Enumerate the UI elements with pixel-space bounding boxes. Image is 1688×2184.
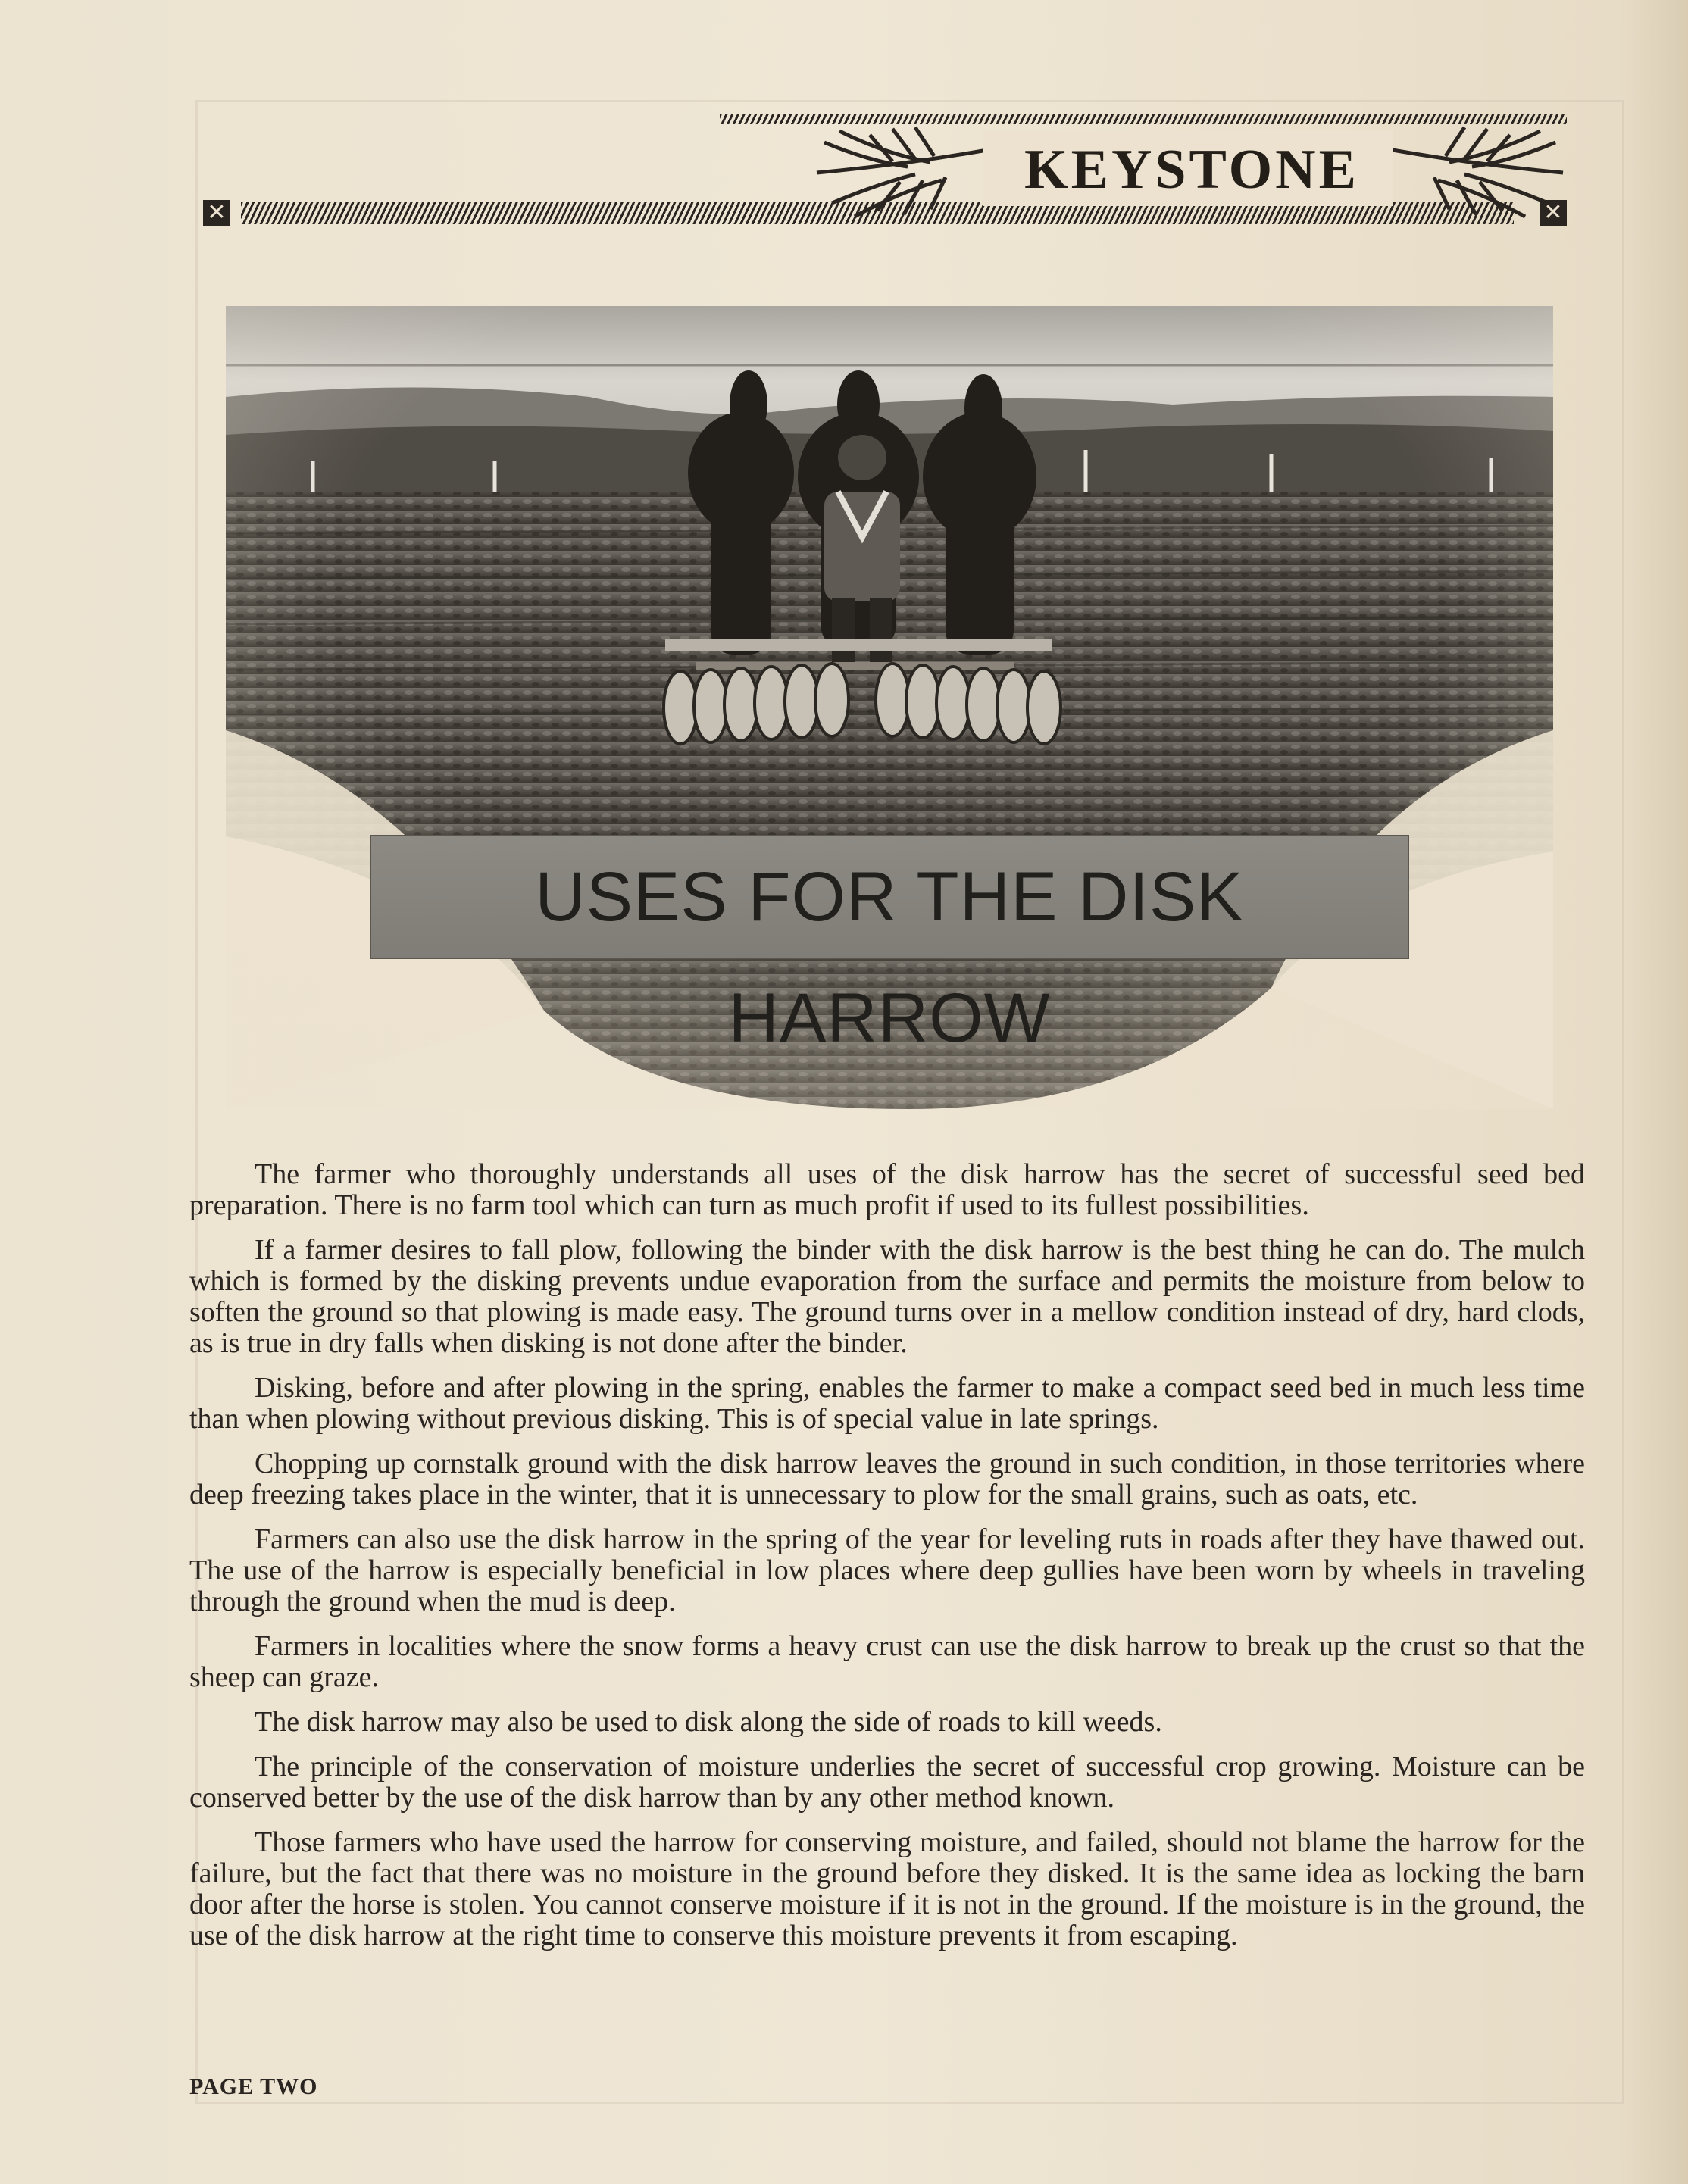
- farm-photo: [226, 306, 1553, 1109]
- paragraph-7: The disk harrow may also be used to disk along the side of roads to kill weeds.: [255, 1706, 1162, 1738]
- paragraph-4: Chopping up cornstalk ground with the disk harrow leaves the ground in such condition, in those territories where deep freezing takes place in the winter, that it is unnecessary to plow for the small grains, such as oats, etc.: [189, 1448, 1585, 1511]
- paragraph-2: If a farmer desires to fall plow, following the binder with the disk harrow is the best thing he can do. The mulch which is formed by the disking prevents undue evaporation from the surface and permits the moisture from below to soften the ground so that plowing is made easy. The ground turns over in a mellow condition instead of dry, hard clods, as is true in dry falls when disking is not done after the binder.: [189, 1234, 1585, 1359]
- header-ornament: [203, 114, 1567, 242]
- paragraph-6: Farmers in localities where the snow forms a heavy crust can use the disk harrow to break up the crust so that the sheep can graze.: [189, 1630, 1585, 1693]
- figure-title: USES FOR THE DISK HARROW: [535, 858, 1244, 1057]
- page-number: PAGE TWO: [189, 2074, 318, 2099]
- figure-title-plate: [370, 835, 1409, 1057]
- paragraph-8: The principle of the conservation of moisture underlies the secret of successful crop growing. Moisture can be conserved better by the use of the disk harrow than by any other method known.: [189, 1751, 1585, 1814]
- body-text: [189, 1159, 1585, 1965]
- paragraph-9: Those farmers who have used the harrow for conserving moisture, and failed, should not blame the harrow for the failure, but the fact that there was no moisture in the ground before they disked. It is the same idea as locking the barn door after the horse is stolen. You cannot conserve moisture if it is not in the ground. If the moisture is in the ground, the use of the disk harrow at the right time to conserve this moisture prevents it from escaping.: [189, 1826, 1585, 1951]
- wheat-ornament-right-icon: [1389, 120, 1571, 226]
- corner-mark-left-icon: ✕: [203, 200, 230, 226]
- corner-mark-right-icon: ✕: [1540, 200, 1567, 226]
- wheat-ornament-left-icon: [809, 120, 991, 226]
- paragraph-1: The farmer who thoroughly understands all uses of the disk harrow has the secret of successful seed bed preparation. There is no farm tool which can turn as much profit if used to its fullest possibilities.: [189, 1158, 1585, 1221]
- brand-title: KEYSTONE: [1024, 139, 1359, 201]
- paragraph-5: Farmers can also use the disk harrow in the spring of the year for leveling ruts in roads after they have thawed out. The use of the harrow is especially beneficial in low places where deep gullies have been worn by wheels in traveling through the ground when the mud is deep.: [189, 1523, 1585, 1617]
- paragraph-3: Disking, before and after plowing in the spring, enables the farmer to make a compact seed bed in much less time than when plowing without previous disking. This is of special value in late springs.: [189, 1372, 1585, 1435]
